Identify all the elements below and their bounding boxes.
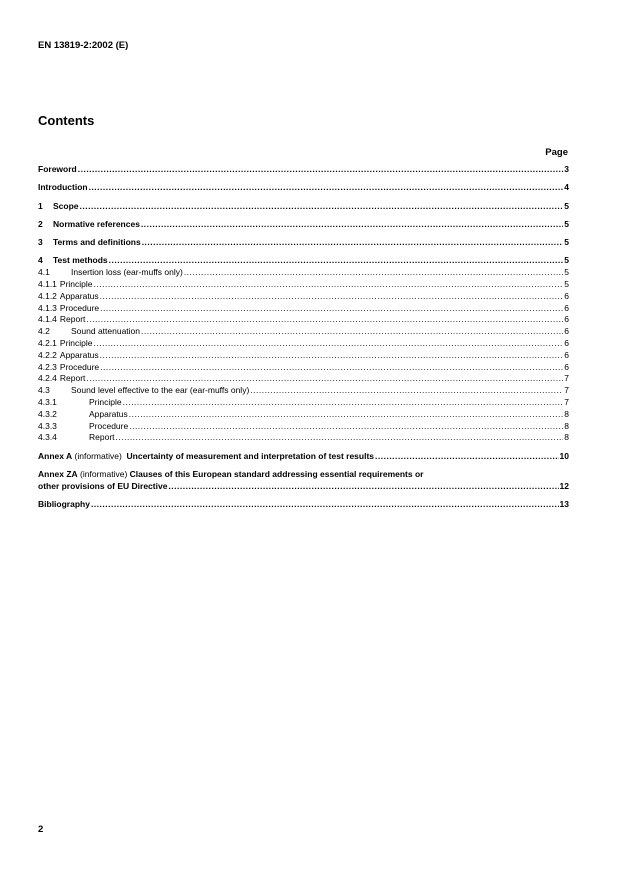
annex-title: Uncertainty of measurement and interpretation of test results [126,450,375,461]
toc-title: Apparatus [89,408,128,419]
toc-page: 6 [564,361,569,372]
toc-page: 5 [564,237,569,248]
dot-leader [129,409,564,421]
toc-page: 7 [564,385,569,396]
toc-number: 1 [38,200,43,211]
toc-entry-annex-a[interactable] [38,451,569,463]
dot-leader [141,219,563,231]
toc-number: 4.2.3 [38,361,57,372]
toc-page: 5 [564,200,569,211]
toc-entry-introduction[interactable] [38,182,569,194]
toc-entry-4-2-4[interactable] [38,373,569,385]
toc-title: Report [59,373,86,384]
toc-title: Test methods [53,255,108,266]
toc-title: Principle [59,279,93,290]
toc-title: Principle [89,397,122,408]
toc-entry-4-1-4[interactable] [38,314,569,326]
toc-number: 4.3.2 [38,408,57,419]
toc-page: 10 [559,450,569,461]
toc-entry-4-1-2[interactable] [38,291,569,303]
annex-type: (informative) [74,450,122,461]
dot-leader [89,182,564,194]
toc-page: 8 [564,432,569,443]
toc-number: 4.3.1 [38,397,57,408]
toc-title [38,451,374,463]
annex-title-line-1: Clauses of this European standard addressing essential requirements or [129,469,424,480]
toc-entry-4-2-1[interactable] [38,338,569,350]
dot-leader [100,291,564,303]
toc-entry-4-3[interactable] [38,385,569,397]
dot-leader [250,385,563,397]
toc-page: 6 [564,314,569,325]
toc-number: 4.2.4 [38,373,57,384]
toc-entry-4-1-1[interactable] [38,279,569,291]
toc-page: 7 [564,397,569,408]
toc-title: Normative references [53,218,140,229]
toc-title: Principle [59,338,93,349]
toc-page: 5 [564,255,569,266]
toc-title: Terms and definitions [53,237,141,248]
toc-page: 12 [559,480,569,491]
toc-number: 4.1 [38,267,50,278]
dot-leader [375,451,559,463]
toc-title: Report [59,314,86,325]
dot-leader [168,481,558,493]
toc-page: 6 [564,338,569,349]
toc-number: 4.3 [38,385,50,396]
page-number: 2 [38,824,44,835]
toc-page: 8 [564,408,569,419]
toc-page: 3 [564,164,569,174]
toc-entry-4-2-3[interactable] [38,362,569,374]
toc-entry-scope[interactable] [38,201,569,213]
toc-entry-bibliography[interactable] [38,499,569,511]
toc-title: Bibliography [38,499,90,510]
toc-page: 4 [564,182,569,193]
toc-page: 5 [564,279,569,290]
toc-number: 4.3.4 [38,432,57,443]
toc-entry-4-3-1[interactable] [38,397,569,409]
dot-leader [94,338,564,350]
toc-entry-4-3-4[interactable] [38,432,569,444]
annex-label: Annex A [38,450,73,461]
toc-number: 4.1.4 [38,314,57,325]
dot-leader [86,373,563,385]
toc-number: 4.1.2 [38,290,57,301]
toc-number: 4.2 [38,326,50,337]
dot-leader [129,421,563,433]
toc-title: Insertion loss (ear-muffs only) [71,267,183,278]
annex-type: (informative) [80,469,128,480]
toc-page: 5 [564,218,569,229]
document-identifier: EN 13819-2:2002 (E) [38,40,129,51]
toc-number: 4.1.3 [38,302,57,313]
toc-title: Procedure [89,420,129,431]
toc-entry-4-1-3[interactable] [38,303,569,315]
toc-title: Report [89,432,115,443]
dot-leader [91,499,559,511]
dot-leader [100,350,564,362]
dot-leader [80,201,564,213]
dot-leader [116,432,564,444]
toc-page: 5 [564,267,569,278]
dot-leader [86,314,563,326]
toc-title: Procedure [59,361,100,372]
toc-page: 6 [564,326,569,337]
dot-leader [78,164,564,176]
table-of-contents [38,164,569,511]
toc-entry-normative-references[interactable] [38,219,569,231]
toc-title: Introduction [38,182,88,193]
toc-number: 4.2.2 [38,349,57,360]
toc-entry-4-3-3[interactable] [38,421,569,433]
toc-title: Sound level effective to the ear (ear-muffs only) [71,385,250,396]
toc-page: 6 [564,290,569,301]
toc-title: Scope [53,200,79,211]
toc-number: 2 [38,218,43,229]
toc-title: Foreword [38,164,77,174]
annex-title-line-2: other provisions of EU Directive [38,480,168,491]
dot-leader [141,326,563,338]
dot-leader [94,279,564,291]
toc-entry-4-2[interactable] [38,326,569,338]
toc-page: 13 [559,499,569,510]
dot-leader [100,303,563,315]
toc-number: 4.3.3 [38,420,57,431]
toc-page: 7 [564,373,569,384]
dot-leader [109,255,564,267]
toc-title: Apparatus [59,290,99,301]
toc-entry-annex-za[interactable] [38,469,569,493]
contents-heading: Contents [38,113,95,128]
toc-number: 4.2.1 [38,338,57,349]
page-column-label: Page [545,147,568,158]
dot-leader [123,397,564,409]
toc-entry-4-2-2[interactable] [38,350,569,362]
toc-entry-4-3-2[interactable] [38,409,569,421]
dot-leader [100,362,563,374]
toc-number: 4 [38,255,43,266]
toc-entry-4-1[interactable] [38,267,569,279]
toc-entry-foreword[interactable] [38,164,569,176]
toc-entry-test-methods[interactable] [38,255,569,267]
toc-page: 6 [564,302,569,313]
annex-za-line-2 [38,481,569,493]
toc-title: Procedure [59,302,100,313]
annex-label: Annex ZA [38,469,78,480]
toc-entry-terms-and-definitions[interactable] [38,237,569,249]
dot-leader [184,267,563,279]
toc-number: 3 [38,237,43,248]
toc-number: 4.1.1 [38,279,57,290]
annex-za-line-1 [38,469,569,481]
toc-page: 6 [564,349,569,360]
dot-leader [142,237,564,249]
toc-title: Apparatus [59,349,99,360]
toc-title: Sound attenuation [71,326,141,337]
toc-page: 8 [564,420,569,431]
